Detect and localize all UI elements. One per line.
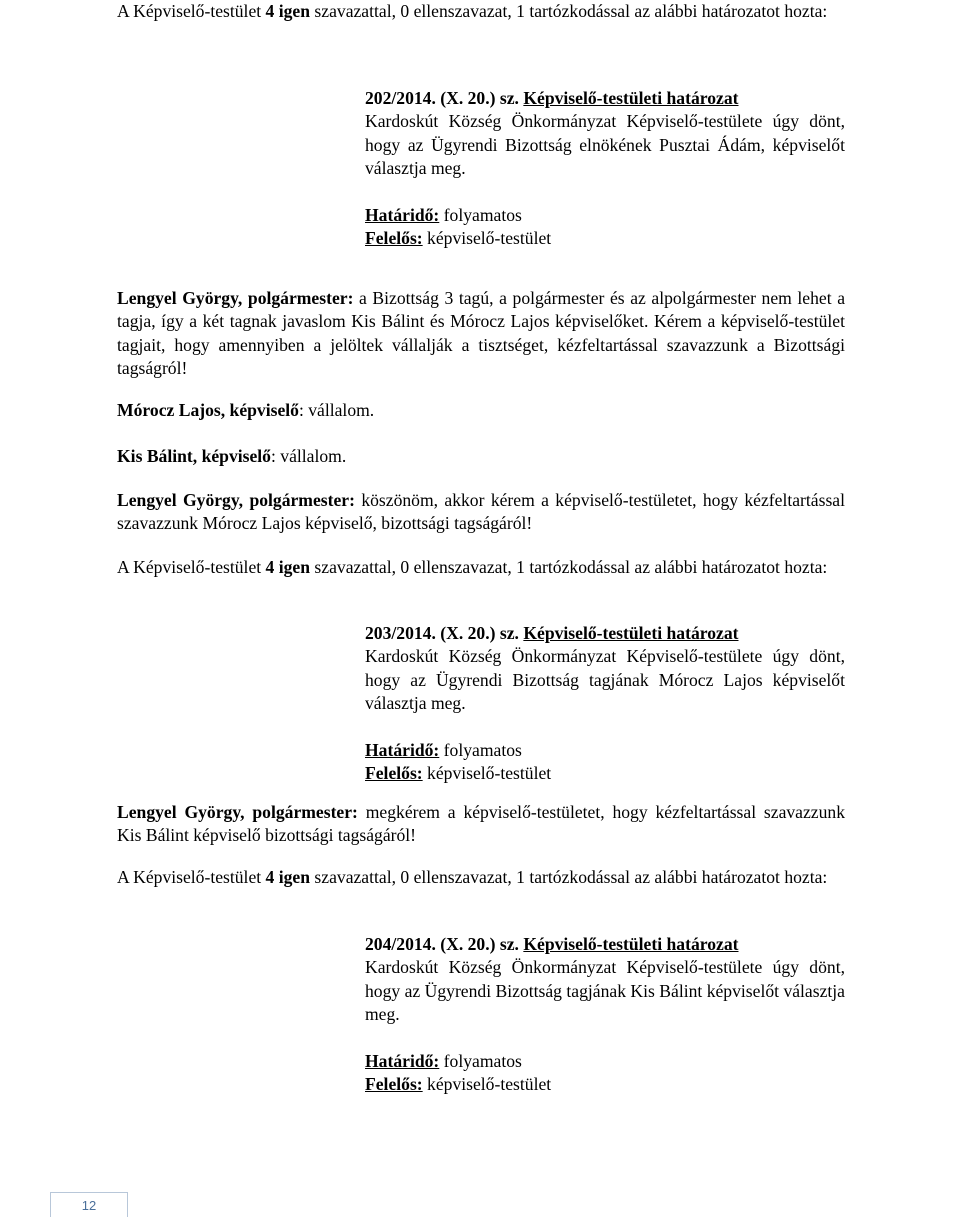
speaker-name: Lengyel György, polgármester:	[117, 490, 355, 510]
speaker-name: Mórocz Lajos, képviselő	[117, 400, 299, 420]
resolution-number: 203/2014. (X. 20.) sz.	[365, 623, 519, 643]
vote-text: A Képviselő-testület	[117, 867, 266, 887]
resolution-203	[117, 622, 845, 785]
resolution-body: Kardoskút Község Önkormányzat Képviselő-testülete úgy dönt, hogy az Ügyrendi Bizottság tagjának Mórocz Lajos képviselőt választja meg.	[365, 646, 845, 714]
vote-statement-2	[117, 556, 845, 579]
vote-statement-1	[117, 0, 845, 23]
speech-text: a Bizottság 3 tagú, a polgármester és az alpolgármester nem lehet a tagja, így a két tagnak javaslom Kis Bálint és Mórocz Lajos képviselőket. Kérem a képviselő-testület tagjait, hogy amennyiben a jelöltek vállalják a tisztséget, kézfeltartással szavazzunk a Bizottsági tagságról!	[117, 288, 846, 379]
vote-text: A Képviselő-testület	[117, 557, 266, 577]
responsible-line: Felelős: képviselő-testület	[365, 1074, 552, 1095]
vote-text: szavazattal, 0 ellenszavazat, 1 tartózkodással az alábbi határozatot hozta:	[310, 1, 828, 21]
resolution-body: Kardoskút Község Önkormányzat Képviselő-testülete úgy dönt, hogy az Ügyrendi Bizottság elnökének Pusztai Ádám, képviselőt választja meg.	[365, 111, 845, 179]
speech-kis	[117, 445, 845, 468]
vote-statement-3	[117, 866, 845, 889]
vote-count: 4 igen	[265, 867, 311, 887]
resolution-204	[117, 933, 845, 1096]
vote-text: szavazattal, 0 ellenszavazat, 1 tartózkodással az alábbi határozatot hozta:	[310, 867, 828, 887]
speech-text: köszönöm, akkor kérem a képviselő-testületet, hogy kézfeltartással szavazzunk Mórocz Lajos képviselő, bizottsági tagságáról!	[117, 490, 846, 534]
speech-text: : vállalom.	[270, 446, 347, 466]
vote-text: szavazattal, 0 ellenszavazat, 1 tartózkodással az alábbi határozatot hozta:	[310, 557, 828, 577]
deadline-line: Határidő: folyamatos	[365, 204, 522, 225]
deadline-line: Határidő: folyamatos	[365, 1050, 522, 1071]
resolution-202	[117, 87, 845, 250]
resolution-number: 202/2014. (X. 20.) sz.	[365, 88, 519, 108]
resolution-number: 204/2014. (X. 20.) sz.	[365, 934, 519, 954]
vote-count: 4 igen	[265, 1, 311, 21]
page-number: 12	[50, 1192, 128, 1217]
resolution-title: Képviselő-testületi határozat	[523, 88, 739, 108]
speaker-name: Kis Bálint, képviselő	[117, 446, 271, 466]
speaker-name: Lengyel György, polgármester:	[117, 288, 354, 308]
speaker-name: Lengyel György, polgármester:	[117, 802, 358, 822]
speech-morocz	[117, 399, 845, 422]
resolution-body: Kardoskút Község Önkormányzat Képviselő-testülete úgy dönt, hogy az Ügyrendi Bizottság tagjának Kis Bálint képviselőt választja meg.	[365, 957, 845, 1025]
speech-text: megkérem a képviselő-testületet, hogy kézfeltartással szavazzunk Kis Bálint képviselő bizottsági tagságáról!	[117, 802, 845, 846]
responsible-line: Felelős: képviselő-testület	[365, 228, 552, 249]
speech-mayor-1	[117, 287, 845, 381]
speech-mayor-2	[117, 489, 845, 536]
vote-text: A Képviselő-testület	[117, 1, 266, 21]
responsible-line: Felelős: képviselő-testület	[365, 763, 552, 784]
vote-count: 4 igen	[265, 557, 311, 577]
resolution-title: Képviselő-testületi határozat	[523, 623, 739, 643]
deadline-line: Határidő: folyamatos	[365, 739, 522, 760]
speech-text: : vállalom.	[298, 400, 375, 420]
speech-mayor-3	[117, 801, 845, 848]
resolution-title: Képviselő-testületi határozat	[523, 934, 739, 954]
